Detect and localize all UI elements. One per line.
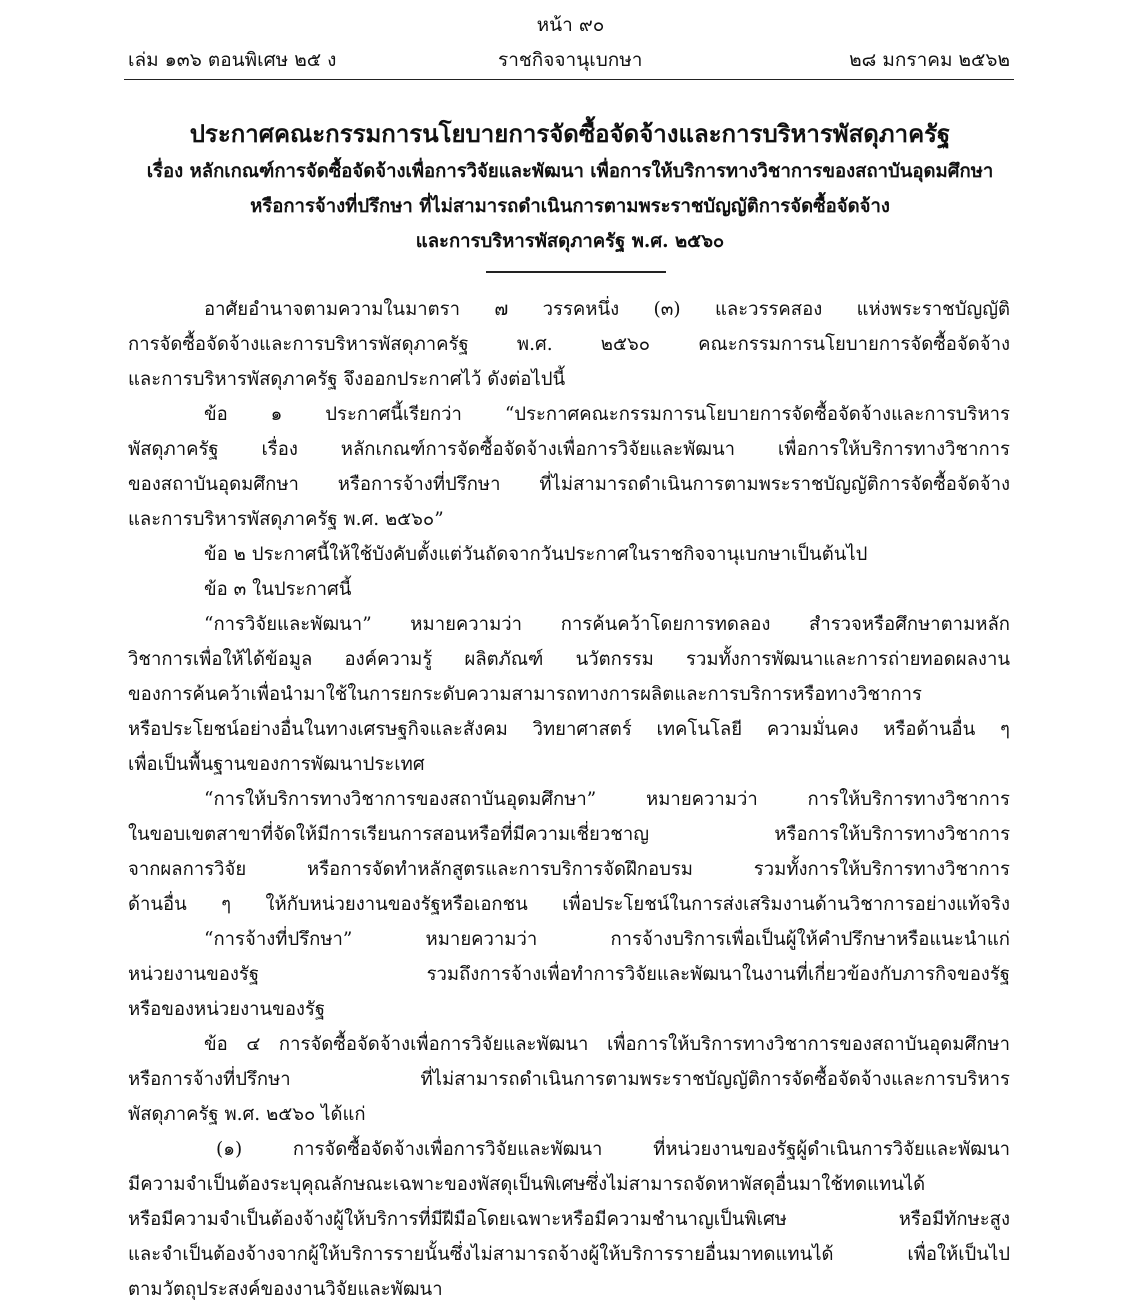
- volume-issue: เล่ม ๑๓๖ ตอนพิเศษ ๒๕ ง: [128, 49, 337, 71]
- body-line: หรือประโยชน์อย่างอื่นในทางเศรษฐกิจและสังคม วิทยาศาสตร์ เทคโนโลยี ความมั่นคง หรือด้านอื่น ๆ: [128, 719, 1010, 740]
- document-title: ประกาศคณะกรรมการนโยบายการจัดซื้อจัดจ้างและการบริหารพัสดุภาครัฐ: [189, 119, 951, 148]
- gazette-name: ราชกิจจานุเบกษา: [498, 49, 643, 71]
- title-block: [110, 114, 1030, 259]
- gazette-header: [128, 45, 1010, 75]
- body-line: การจัดซื้อจัดจ้างและการบริหารพัสดุภาครัฐ พ.ศ. ๒๕๖๐ คณะกรรมการนโยบายการจัดซื้อจัดจ้าง: [128, 334, 1010, 355]
- body-line: “การให้บริการทางวิชาการของสถาบันอุดมศึกษา” หมายความว่า การให้บริการทางวิชาการ: [204, 789, 1010, 810]
- body-line: หรือของหน่วยงานของรัฐ: [128, 999, 326, 1020]
- body-line: วิชาการเพื่อให้ได้ข้อมูล องค์ความรู้ ผลิตภัณฑ์ นวัตกรรม รวมทั้งการพัฒนาและการถ่ายทอดผลงาน: [128, 649, 1010, 670]
- body-line: “การจ้างที่ปรึกษา” หมายความว่า การจ้างบริการเพื่อเป็นผู้ให้คำปรึกษาหรือแนะนำแก่: [204, 929, 1010, 950]
- body-line: หรือมีความจำเป็นต้องจ้างผู้ให้บริการที่มีฝีมือโดยเฉพาะหรือมีความชำนาญเป็นพิเศษ หรือมีทักษะสูง: [128, 1209, 1010, 1230]
- body-line: จากผลการวิจัย หรือการจัดทำหลักสูตรและการบริการจัดฝึกอบรม รวมทั้งการให้บริการทางวิชาการ: [128, 859, 1010, 880]
- subtitle-line: และการบริหารพัสดุภาครัฐ พ.ศ. ๒๕๖๐: [415, 231, 725, 252]
- body-line: หน่วยงานของรัฐ รวมถึงการจ้างเพื่อทำการวิจัยและพัฒนาในงานที่เกี่ยวข้องกับภารกิจของรัฐ: [128, 964, 1010, 985]
- body-line: พัสดุภาครัฐ พ.ศ. ๒๕๖๐ ได้แก่: [128, 1104, 366, 1125]
- title-divider: [486, 271, 666, 273]
- body-line: และการบริหารพัสดุภาครัฐ พ.ศ. ๒๕๖๐”: [128, 509, 444, 530]
- body-line: มีความจำเป็นต้องระบุคุณลักษณะเฉพาะของพัสดุเป็นพิเศษซึ่งไม่สามารถจัดหาพัสดุอื่นมาใช้ทดแทนได้: [128, 1174, 926, 1195]
- subtitle-line: เรื่อง หลักเกณฑ์การจัดซื้อจัดจ้างเพื่อการวิจัยและพัฒนา เพื่อการให้บริการทางวิชาการของสถาบันอุดมศึกษา: [146, 161, 994, 182]
- body-line: ด้านอื่น ๆ ให้กับหน่วยงานของรัฐหรือเอกชน เพื่อประโยชน์ในการส่งเสริมงานด้านวิชาการอย่างแท้จริง: [128, 894, 1010, 915]
- body-line: อาศัยอำนาจตามความในมาตรา ๗ วรรคหนึ่ง (๓) และวรรคสอง แห่งพระราชบัญญัติ: [204, 299, 1010, 320]
- publication-date: ๒๘ มกราคม ๒๕๖๒: [849, 49, 1010, 71]
- body-line: ของสถาบันอุดมศึกษา หรือการจ้างที่ปรึกษา ที่ไม่สามารถดำเนินการตามพระราชบัญญัติการจัดซื้อจัดจ้าง: [128, 474, 1010, 495]
- body-line: และการบริหารพัสดุภาครัฐ จึงออกประกาศไว้ ดังต่อไปนี้: [128, 369, 566, 390]
- document-body: [128, 292, 1010, 1307]
- body-line: (๑) การจัดซื้อจัดจ้างเพื่อการวิจัยและพัฒนา ที่หน่วยงานของรัฐผู้ดำเนินการวิจัยและพัฒนา: [216, 1139, 1010, 1160]
- body-line: ในขอบเขตสาขาที่จัดให้มีการเรียนการสอนหรือที่มีความเชี่ยวชาญ หรือการให้บริการทางวิชาการ: [128, 824, 1010, 845]
- page-number: หน้า ๙๐: [536, 14, 605, 36]
- header-divider: [124, 79, 1014, 80]
- body-line: ข้อ ๑ ประกาศนี้เรียกว่า “ประกาศคณะกรรมการนโยบายการจัดซื้อจัดจ้างและการบริหาร: [204, 404, 1010, 425]
- body-line: และจำเป็นต้องจ้างจากผู้ให้บริการรายนั้นซึ่งไม่สามารถจ้างผู้ให้บริการรายอื่นมาทดแทนได้ เพื่อให้เป็นไป: [128, 1244, 1010, 1265]
- subtitle-line: หรือการจ้างที่ปรึกษา ที่ไม่สามารถดำเนินการตามพระราชบัญญัติการจัดซื้อจัดจ้าง: [250, 196, 890, 217]
- body-line: หรือการจ้างที่ปรึกษา ที่ไม่สามารถดำเนินการตามพระราชบัญญัติการจัดซื้อจัดจ้างและการบริหาร: [128, 1069, 1010, 1090]
- body-line: ของการค้นคว้าเพื่อนำมาใช้ในการยกระดับความสามารถทางการผลิตและการบริการหรือทางวิชาการ: [128, 684, 922, 705]
- body-line: ข้อ ๒ ประกาศนี้ให้ใช้บังคับตั้งแต่วันถัดจากวันประกาศในราชกิจจานุเบกษาเป็นต้นไป: [204, 544, 868, 565]
- body-line: ข้อ ๔ การจัดซื้อจัดจ้างเพื่อการวิจัยและพัฒนา เพื่อการให้บริการทางวิชาการของสถาบันอุดมศึกษา: [204, 1034, 1010, 1055]
- body-line: “การวิจัยและพัฒนา” หมายความว่า การค้นคว้าโดยการทดลอง สำรวจหรือศึกษาตามหลัก: [204, 614, 1010, 635]
- body-line: เพื่อเป็นพื้นฐานของการพัฒนาประเทศ: [128, 754, 425, 775]
- body-line: ตามวัตถุประสงค์ของงานวิจัยและพัฒนา: [128, 1279, 443, 1300]
- body-line: ข้อ ๓ ในประกาศนี้: [204, 579, 352, 600]
- body-line: พัสดุภาครัฐ เรื่อง หลักเกณฑ์การจัดซื้อจัดจ้างเพื่อการวิจัยและพัฒนา เพื่อการให้บริการทางวิชาการ: [128, 439, 1010, 460]
